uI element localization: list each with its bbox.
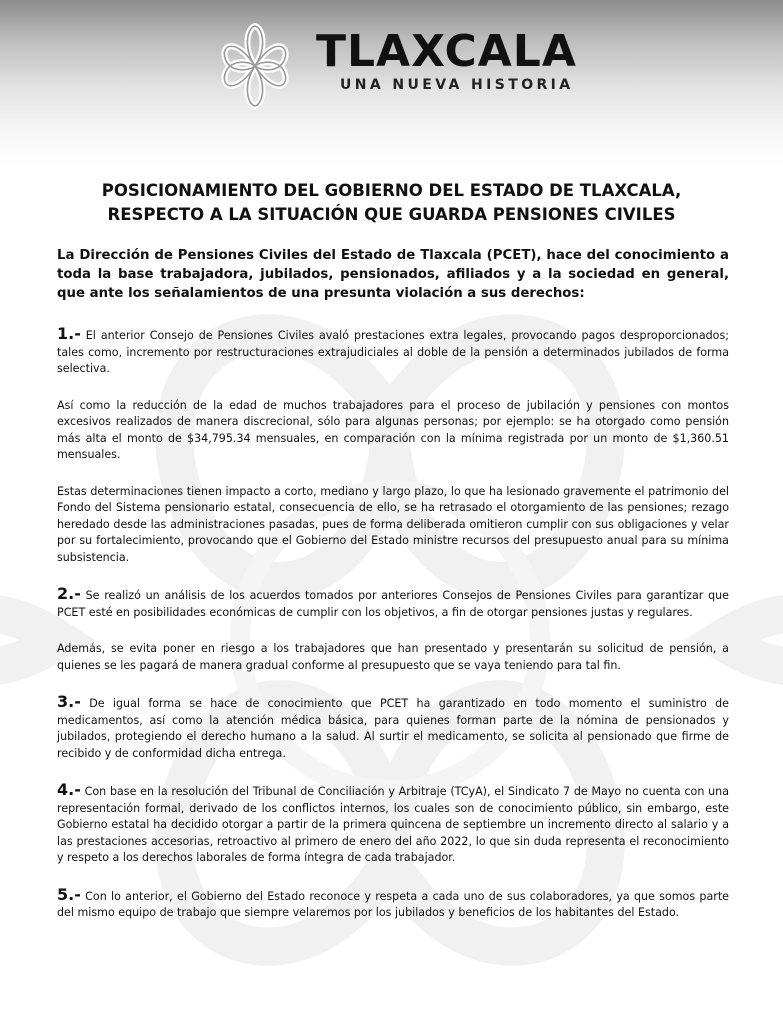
section-5-number: 5.-	[57, 884, 81, 904]
section-2-text-1: Se realizó un análisis de los acuerdos tomados por anteriores Consejos de Pensiones Civiles para garantizar que PCET esté en posibilidades económicas de cumplir con los objetivos, a fin de otorgar pensiones justas y regulares.	[57, 589, 729, 619]
section-1-paragraph-3: Estas determinaciones tienen impacto a corto, mediano y largo plazo, lo que ha lesionado gravemente el patrimonio del Fondo del Sistema pensionario estatal, consecuencia de ello, se ha retrasado el otorgamiento de las pensiones; rezago heredado desde las administraciones pasadas, pues de forma deliberada omitieron cumplir con sus obligaciones y velar por su fortalecimiento, provocando que el Gobierno del Estado ministre recursos del presupuesto anual para su mínima subsistencia.	[57, 484, 729, 564]
section-1-text-1: El anterior Consejo de Pensiones Civiles avaló prestaciones extra legales, provocando pagos desproporcionados; tales como, incremento por restructuraciones extrajudiciales al doble de la pensión a determinados jubilados de forma selectiva.	[57, 329, 729, 375]
title-line-2: RESPECTO A LA SITUACIÓN QUE GUARDA PENSIONES CIVILES	[107, 205, 676, 224]
flower-knot-logo-icon	[207, 18, 303, 114]
sections-list	[57, 326, 729, 942]
section-2-number: 2.-	[57, 584, 81, 603]
section-4-number: 4.-	[57, 780, 81, 799]
section-5-text-1: Con lo anterior, el Gobierno del Estado reconoce y respeta a cada uno de sus colaboradores, ya que somos parte del mismo equipo de trabajo que siempre velaremos por los jubilados y beneficios de los habitantes del Estado.	[57, 889, 729, 919]
title-line-1: POSICIONAMIENTO DEL GOBIERNO DEL ESTADO DE TLAXCALA,	[101, 181, 682, 200]
section-2-paragraph-2: Además, se evita poner en riesgo a los trabajadores que han presentado y presentarán su solicitud de pensión, a quienes se les pagará de manera gradual conforme al presupuesto que se vaya teniendo para tal fin.	[57, 642, 729, 672]
section-1-paragraph-2: Así como la reducción de la edad de muchos trabajadores para el proceso de jubilación y pensiones con montos excesivos realizados de manera discrecional, sólo para algunas personas; por ejemplo: se ha otorgado como pensión más alta el monto de $34,795.34 mensuales, en comparación con la mínima registrada por un monto de $1,360.51 mensuales.	[57, 398, 729, 461]
brand-tagline: UNA NUEVA HISTORIA	[340, 77, 574, 93]
section-3-number: 3.-	[57, 692, 81, 711]
intro-paragraph: La Dirección de Pensiones Civiles del Estado de Tlaxcala (PCET), hace del conocimiento a toda la base trabajadora, jubilados, pensionados, afiliados y a la sociedad en general, que ante los señalamientos de una presunta violación a sus derechos:	[57, 248, 729, 301]
section-3-paragraph-1	[57, 694, 729, 762]
section-5-paragraph-1	[57, 884, 729, 922]
section-2-paragraph-1	[57, 586, 729, 621]
section-1-number: 1.-	[57, 324, 81, 343]
section-4-text-1: Con base en la resolución del Tribunal de Conciliación y Arbitraje (TCyA), el Sindicato 7 de Mayo no cuenta con una representación formal, derivado de los conflictos internos, los cuales son de conocimiento público, sin embargo, este Gobierno estatal ha decidido otorgar a partir de la primera quincena de septiembre un incremento directo al salario y a las prestaciones accesorias, retroactivo al primero de enero del año 2022, lo que sin duda representa el reconocimiento y respeto a los derechos laborales de forma íntegra de cada trabajador.	[57, 785, 729, 864]
brand-name: TLAXCALA	[316, 26, 577, 77]
section-1-paragraph-1	[57, 326, 729, 378]
letterhead	[0, 0, 783, 170]
document-title	[30, 179, 753, 227]
section-3-text-1: De igual forma se hace de conocimiento que PCET ha garantizado en todo momento el suministro de medicamentos, así como la atención médica básica, para quienes forman parte de la nómina de pensionados y jubilados, protegiendo el derecho humano a la salud. Al surtir el medicamento, se solicita al pensionado que firme de recibido y de conformidad dicha entrega.	[57, 697, 729, 760]
section-4-paragraph-1	[57, 782, 729, 867]
